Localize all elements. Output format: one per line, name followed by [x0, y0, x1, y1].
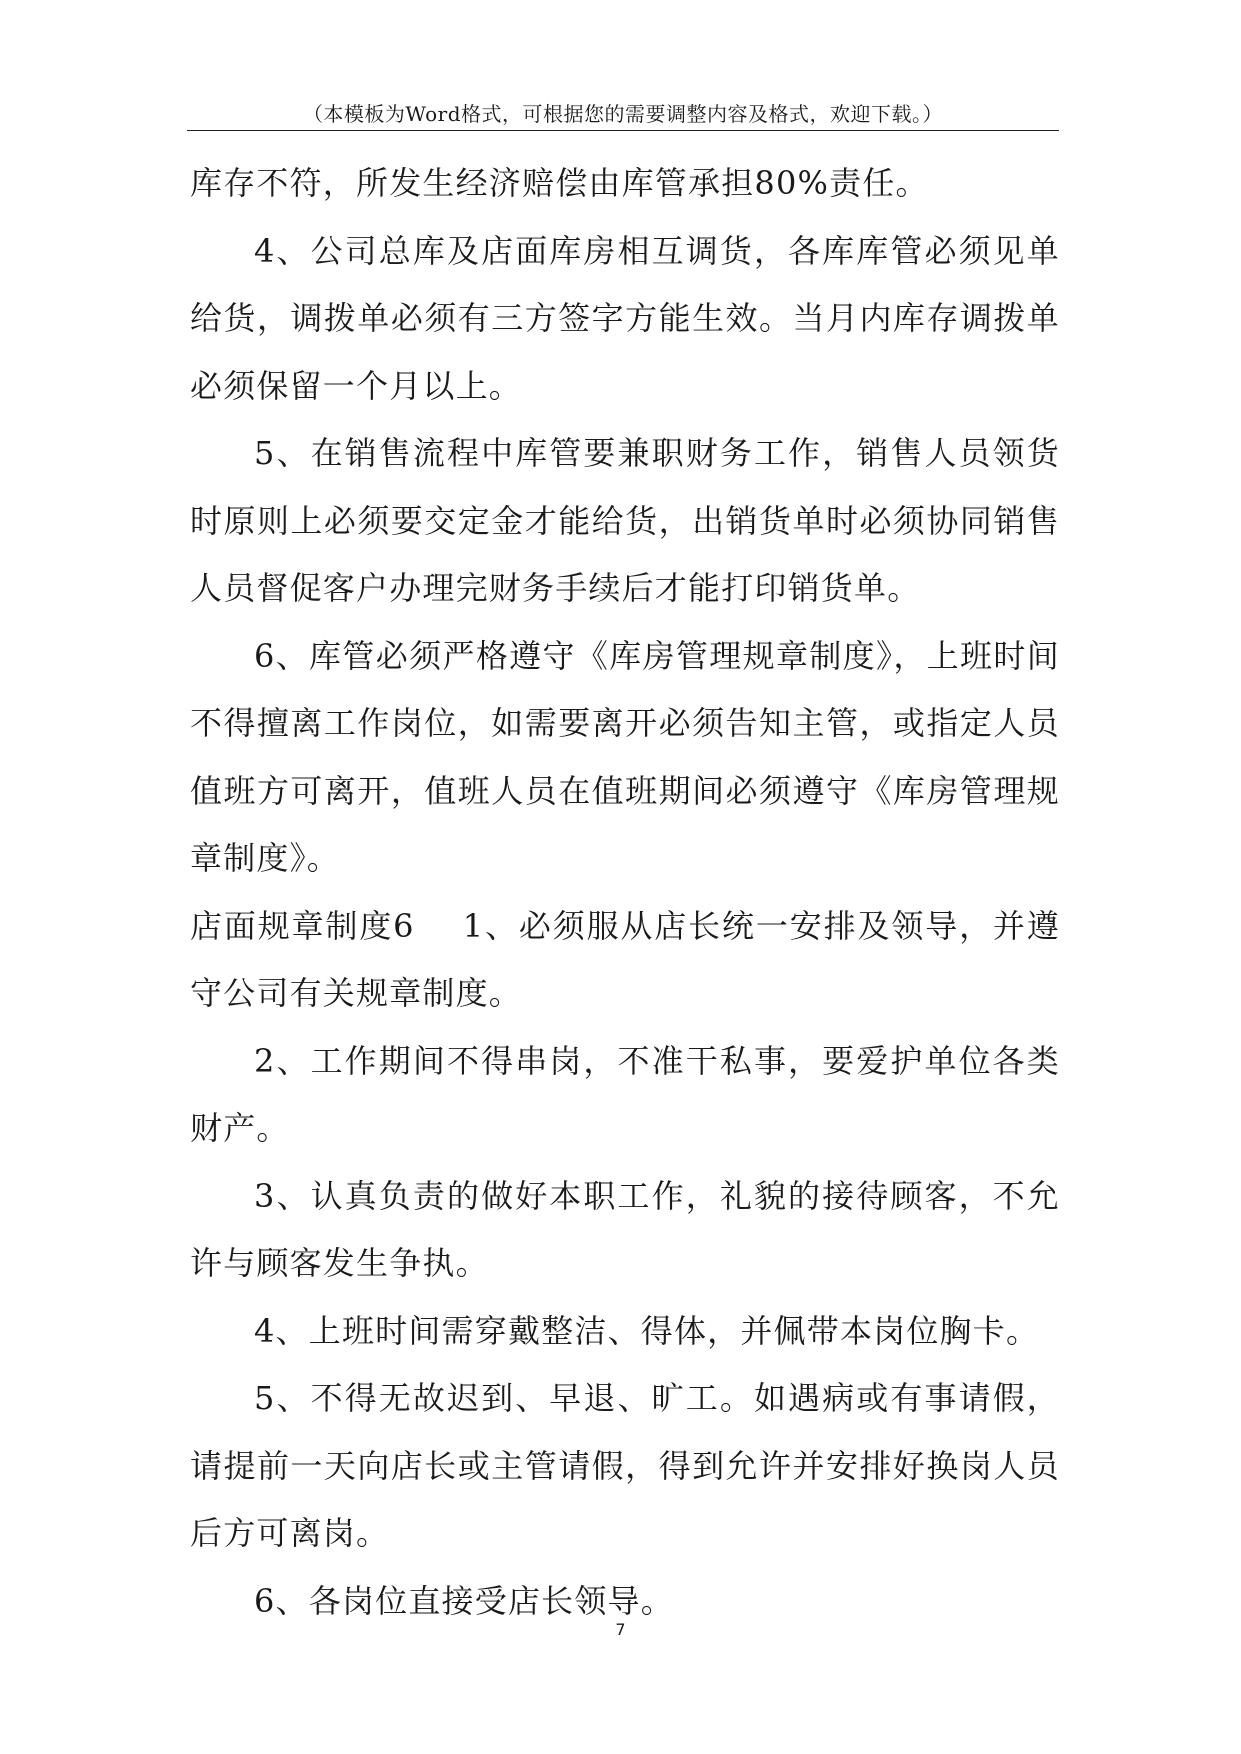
- header-divider: [187, 130, 1059, 131]
- section-heading-paragraph: [190, 893, 1060, 1028]
- paragraph: 6、库管必须严格遵守《库房管理规章制度》，上班时间不得擅离工作岗位，如需要离开必须告知主管，或指定人员值班方可离开，值班人员在值班期间必须遵守《库房管理规章制度》。: [190, 636, 1060, 877]
- paragraph: 5、不得无故迟到、早退、旷工。如遇病或有事请假，请提前一天向店长或主管请假，得到允许并安排好换岗人员后方可离岗。: [190, 1379, 1060, 1552]
- page-number: 7: [615, 1620, 626, 1639]
- paragraph: 4、公司总库及店面库房相互调货，各库库管必须见单给货，调拨单必须有三方签字方能生效。当月内库存调拨单必须保留一个月以上。: [190, 231, 1060, 405]
- section-title: 店面规章制度6: [190, 906, 415, 945]
- paragraph: 库存不符，所发生经济赔偿由库管承担80%责任。: [190, 164, 929, 202]
- paragraph: 3、认真负责的做好本职工作，礼貌的接待顾客，不允许与顾客发生争执。: [190, 1176, 1060, 1282]
- paragraph-text: 1、必须服从店长统一安排及领导，并遵守公司有关规章制度。: [190, 906, 1060, 1012]
- paragraph: 5、在销售流程中库管要兼职财务工作，销售人员领货时原则上必须要交定金才能给货，出销货单时必须协同销售人员督促客户办理完财务手续后才能打印销货单。: [190, 434, 1060, 607]
- document-body: [190, 150, 1060, 1635]
- paragraph: 6、各岗位直接受店长领导。: [254, 1581, 674, 1620]
- paragraph: 2、工作期间不得串岗，不准干私事，要爱护单位各类财产。: [190, 1041, 1060, 1147]
- paragraph: 4、上班时间需穿戴整洁、得体，并佩带本岗位胸卡。: [254, 1311, 1040, 1350]
- template-note-header: （本模板为Word格式，可根据您的需要调整内容及格式，欢迎下载。）: [302, 102, 944, 126]
